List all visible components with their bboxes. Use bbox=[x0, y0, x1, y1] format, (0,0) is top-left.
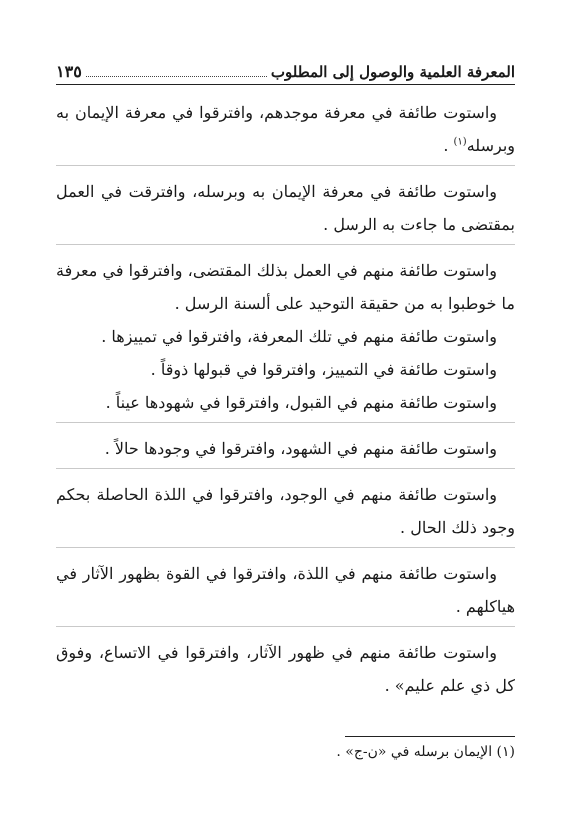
paragraph-7 bbox=[56, 432, 515, 465]
paragraph-5 bbox=[56, 353, 515, 386]
paragraph-4 bbox=[56, 320, 515, 353]
paragraph-5-text: واستوت طائفة في التمييز، وافترقوا في قبولها ذوقاً . bbox=[150, 360, 497, 379]
paragraph-10-text: واستوت طائفة منهم في ظهور الآثار، وافترقوا في الاتساع، وفوق كل ذي علم عليم» . bbox=[56, 643, 515, 695]
paragraph-9 bbox=[56, 557, 515, 623]
paragraph-1-tail: . bbox=[443, 136, 454, 155]
footnote-reference: (١) bbox=[453, 136, 467, 148]
body-text bbox=[56, 96, 515, 702]
paragraph-8-text: واستوت طائفة منهم في الوجود، وافترقوا في اللذة الحاصلة بحكم وجود ذلك الحال . bbox=[56, 485, 515, 537]
paragraph-divider bbox=[56, 244, 515, 245]
paragraph-2 bbox=[56, 175, 515, 241]
paragraph-divider bbox=[56, 165, 515, 166]
paragraph-10 bbox=[56, 636, 515, 702]
paragraph-6-text: واستوت طائفة منهم في القبول، وافترقوا في شهودها عيناً . bbox=[105, 393, 497, 412]
header-title: المعرفة العلمية والوصول إلى المطلوب bbox=[270, 63, 515, 81]
paragraph-9-text: واستوت طائفة منهم في اللذة، وافترقوا في القوة بظهور الآثار في هياكلهم . bbox=[56, 564, 515, 616]
paragraph-divider bbox=[56, 468, 515, 469]
paragraph-8 bbox=[56, 478, 515, 544]
paragraph-1-text: واستوت طائفة في معرفة موجدهم، وافترقوا في معرفة الإيمان به وبرسله bbox=[56, 103, 515, 155]
paragraph-3 bbox=[56, 254, 515, 320]
running-header bbox=[56, 60, 515, 85]
paragraph-divider bbox=[56, 547, 515, 548]
paragraph-divider bbox=[56, 626, 515, 627]
paragraph-divider bbox=[56, 422, 515, 423]
footnote-rule bbox=[345, 736, 515, 737]
paragraph-4-text: واستوت طائفة منهم في تلك المعرفة، وافترقوا في تمييزها . bbox=[101, 327, 497, 346]
paragraph-6 bbox=[56, 386, 515, 419]
paragraph-1 bbox=[56, 96, 515, 162]
footnote: (١) الإيمان برسله في «ن-ج» . bbox=[336, 744, 515, 760]
header-dot-leader bbox=[86, 76, 267, 77]
paragraph-3-text: واستوت طائفة منهم في العمل بذلك المقتضى، وافترقوا في معرفة ما خوطبوا به من حقيقة التوحيد على ألسنة الرسل . bbox=[56, 261, 515, 313]
paragraph-2-text: واستوت طائفة في معرفة الإيمان به وبرسله، وافترقت في العمل بمقتضى ما جاءت به الرسل . bbox=[56, 182, 515, 234]
paragraph-7-text: واستوت طائفة منهم في الشهود، وافترقوا في وجودها حالاً . bbox=[104, 439, 497, 458]
page-number: ١٣٥ bbox=[56, 62, 82, 81]
